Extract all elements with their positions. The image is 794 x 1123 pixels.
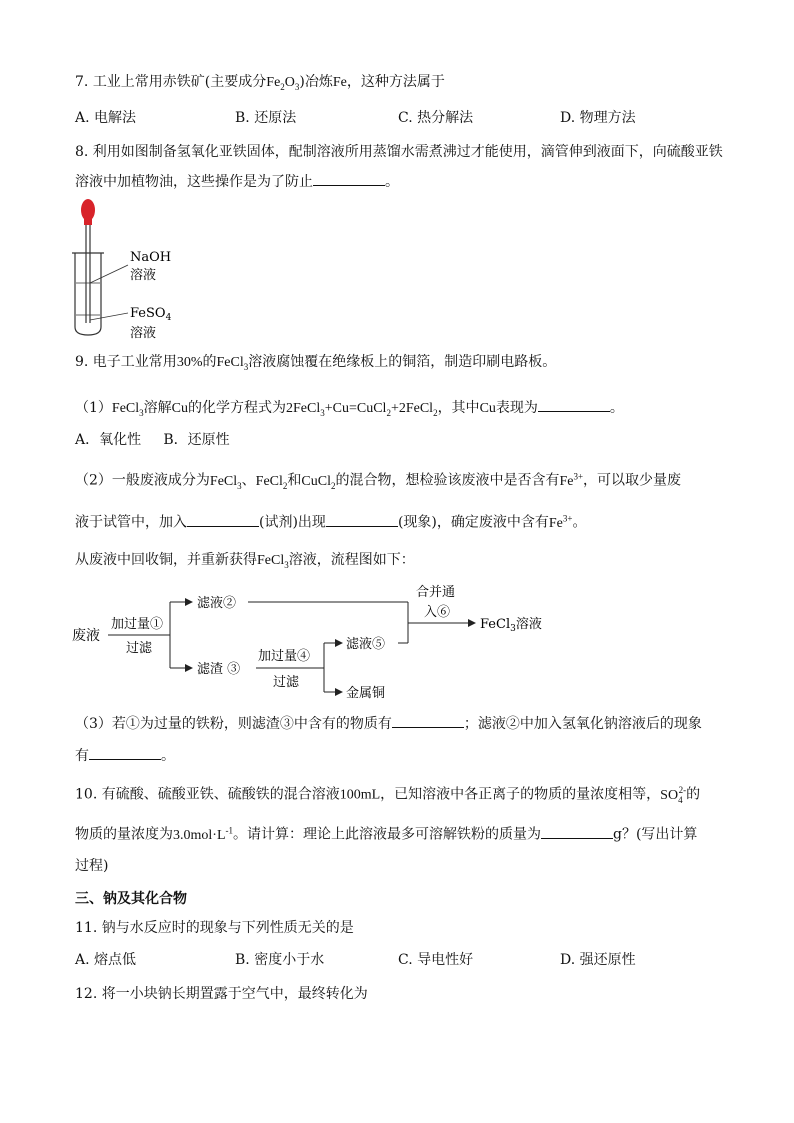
flow-filtrate-5: 滤液⑤ bbox=[346, 637, 386, 652]
q9-flow-diagram bbox=[60, 580, 580, 710]
q9-stem: 9. 电子工业常用30%的FeCl$_3$溶液腐蚀覆在绝缘板上的铜箔，制造印刷电路板。 bbox=[75, 354, 557, 372]
q9-reagent-blank[interactable] bbox=[187, 511, 259, 527]
q7-option-b[interactable]: B. 还原法 bbox=[235, 110, 297, 126]
q10-mass-blank[interactable] bbox=[541, 823, 613, 839]
test-tube bbox=[75, 253, 101, 335]
flow-residue-3: 滤渣 ③ bbox=[197, 662, 241, 677]
q9-phenomenon2-blank[interactable] bbox=[89, 744, 161, 760]
flow-product: FeCl$_3$溶液 bbox=[480, 617, 542, 634]
q9-flow-intro: 从废液中回收铜，并重新获得FeCl$_3$溶液，流程图如下： bbox=[75, 552, 415, 570]
q11-option-c[interactable]: C. 导电性好 bbox=[398, 952, 474, 968]
q11-option-d[interactable]: D. 强还原性 bbox=[560, 952, 636, 968]
q7-option-c[interactable]: C. 热分解法 bbox=[398, 110, 474, 126]
q8-stem-line2: 溶液中加植物油，这些操作是为了防止 。 bbox=[75, 170, 399, 192]
q12-stem: 12. 将一小块钠长期置露于空气中，最终转化为 bbox=[75, 986, 368, 1002]
flow-merge-label: 合并通 bbox=[416, 585, 456, 600]
q7-option-d[interactable]: D. 物理方法 bbox=[560, 110, 636, 126]
q7-stem: 7. 工业上常用赤铁矿(主要成分$Fe_2O_3$)冶炼Fe，这种方法属于 bbox=[75, 74, 445, 92]
flow-filtrate-2: 滤液② bbox=[197, 596, 237, 611]
q9-residue-blank[interactable] bbox=[392, 712, 464, 728]
q7-option-a[interactable]: A. 电解法 bbox=[75, 110, 137, 126]
dropper-neck bbox=[84, 219, 92, 225]
flow-copper: 金属铜 bbox=[346, 686, 386, 701]
flow-step4-filter: 过滤 bbox=[273, 675, 300, 690]
q11-stem: 11. 钠与水反应时的现象与下列性质无关的是 bbox=[75, 920, 354, 936]
label-naoh-solution: 溶液 bbox=[130, 268, 157, 283]
q11-option-b[interactable]: B. 密度小于水 bbox=[235, 952, 325, 968]
q8-answer-blank[interactable] bbox=[313, 170, 385, 186]
q9-part1-options[interactable]: A．氧化性 B．还原性 bbox=[75, 432, 230, 448]
q10-line2: 物质的量浓度为$3.0mol\cdot L^{-1}$。请计算：理论上此溶液最多可溶解铁粉的质量为 g？(写出计算 bbox=[75, 820, 697, 846]
label-feso4: FeSO$_4$ bbox=[130, 306, 172, 323]
q10-line1: 10. 有硫酸、硫酸亚铁、硫酸铁的混合溶液100mL，已知溶液中各正离子的物质的量浓度相等，$SO_4^{2-}$的 bbox=[75, 785, 701, 805]
q9-phenomenon-blank[interactable] bbox=[326, 511, 398, 527]
label-naoh: NaOH bbox=[130, 250, 172, 265]
q11-option-a[interactable]: A. 熔点低 bbox=[75, 952, 137, 968]
label-feso4-solution: 溶液 bbox=[130, 326, 157, 341]
flow-merge-label-2: 入⑥ bbox=[424, 605, 451, 620]
q9-part3-line1: （3）若①为过量的铁粉，则滤渣③中含有的物质有 ；滤液②中加入氢氧化钠溶液后的现象 bbox=[75, 712, 702, 734]
q9-part1-blank[interactable] bbox=[538, 396, 610, 412]
q8-test-tube-figure bbox=[60, 195, 200, 345]
q9-part3-line2: 有 。 bbox=[75, 744, 175, 766]
section-title: 三、钠及其化合物 bbox=[75, 891, 187, 907]
q9-part2-line1: （2）一般废液成分为FeCl$_3$、FeCl$_2$和CuCl$_2$的混合物，想检验该废液中是否含有$Fe^{3+}$，可以取少量废 bbox=[75, 471, 682, 491]
flow-waste-liquid: 废液 bbox=[72, 628, 100, 644]
q9-part1: （1）FeCl$_3$溶解Cu的化学方程式为2FeCl$_3$+Cu=CuCl$_2$+2FeCl$_2$，其中Cu表现为 。 bbox=[75, 396, 624, 423]
q8-stem-line1: 8. 利用如图制备氢氧化亚铁固体，配制溶液所用蒸馏水需煮沸过才能使用，滴管伸到液面下，向硫酸亚铁 bbox=[75, 144, 723, 160]
flow-step4-label: 加过量④ bbox=[258, 649, 311, 664]
flow-step1-label: 加过量① bbox=[111, 617, 164, 632]
q10-line3: 过程) bbox=[75, 858, 109, 874]
q9-part2-line2: 液于试管中，加入 (试剂)出现 (现象)，确定废液中含有$Fe^{3+}$。 bbox=[75, 508, 586, 534]
dropper-bulb bbox=[81, 199, 95, 221]
flow-step1-filter: 过滤 bbox=[126, 641, 153, 656]
